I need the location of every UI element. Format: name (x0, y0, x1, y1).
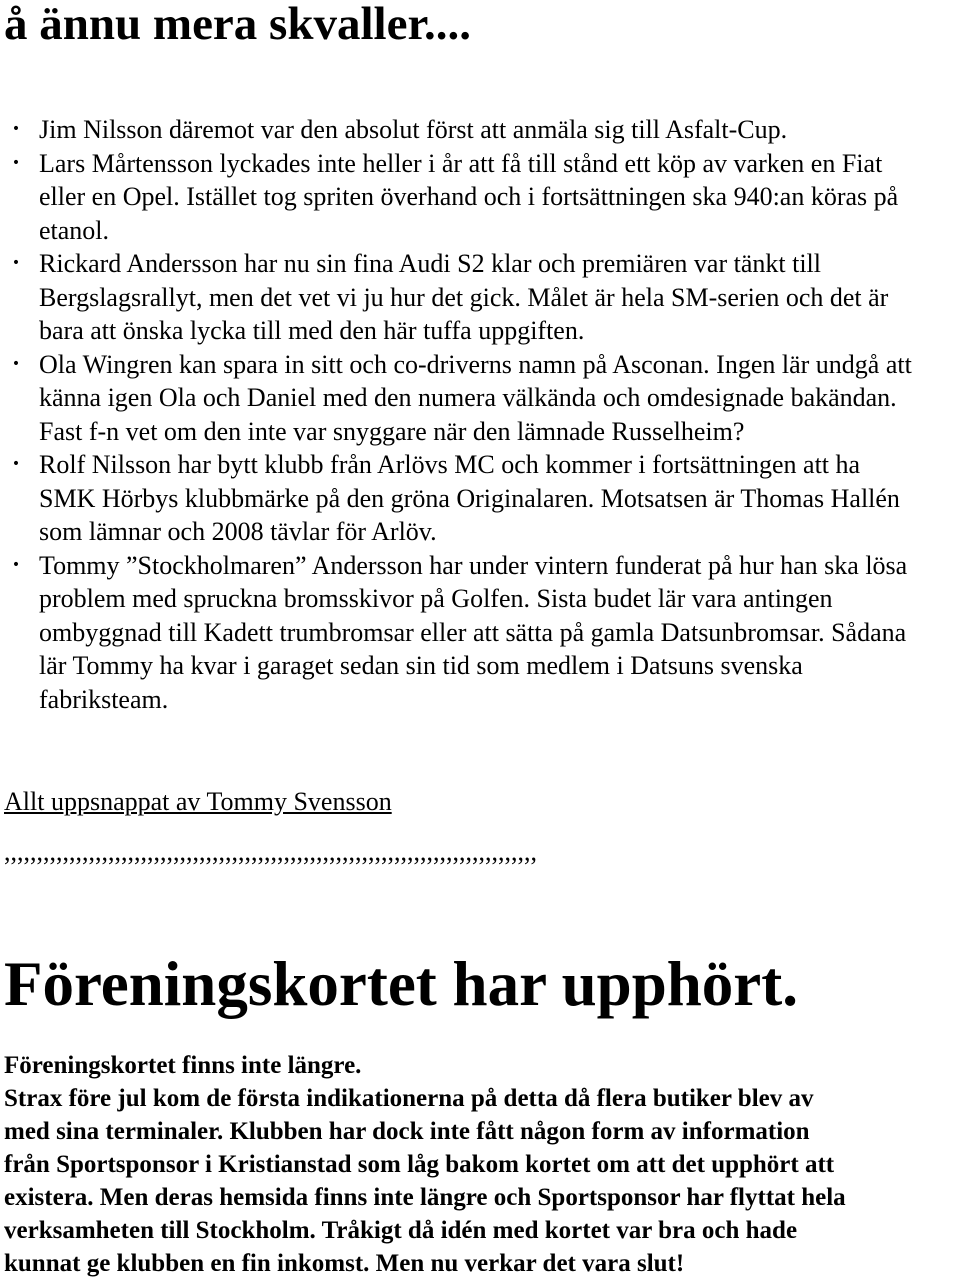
notice-line: Föreningskortet finns inte längre. (4, 1052, 362, 1079)
gossip-item-text: Lars Mårtensson lyckades inte heller i år att få till stånd ett köp av varken en Fiat eller en Opel. Istället tog spriten överhand och i fortsättningen ska 940:an köras på etanol. (39, 148, 899, 245)
bullet-icon: • (11, 154, 21, 171)
notice-heading: Föreningskortet har upphört. (4, 949, 798, 1019)
gossip-item-tommy-andersson (11, 549, 919, 717)
gossip-list (11, 113, 919, 716)
gossip-item-text: Jim Nilsson däremot var den absolut först att anmäla sig till Asfalt-Cup. (39, 115, 788, 144)
gossip-item-text: Rolf Nilsson har bytt klubb från Arlövs MC och kommer i fortsättningen att ha SMK Hörbys klubbmärke på den gröna Originalaren. Motsatsen är Thomas Hallén som lämnar och 2008 tävlar för Arlöv. (39, 450, 900, 546)
notice-line: existera. Men deras hemsida finns inte längre och Sportsponsor har flyttat hela (4, 1184, 846, 1211)
bullet-icon: • (11, 556, 21, 573)
gossip-item-ola-wingren (11, 348, 919, 449)
comma-separator: ,,,,,,,,,,,,,,,,,,,,,,,,,,,,,,,,,,,,,,,,,,,,,,,,,,,,,,,,,,,,,,,,,,,,,,,,,,,,,,,,,, (4, 837, 537, 866)
gossip-item-jim-nilsson (11, 113, 919, 147)
gossip-item-lars-martensson (11, 147, 919, 248)
gossip-item-text: Ola Wingren kan spara in sitt och co-driverns namn på Asconan. Ingen lär undgå att känna igen Ola och Daniel med den numera välkända och omdesignade bakändan. Fast f-n vet om den inte var snyggare när den lämnade Russelheim? (39, 349, 912, 446)
notice-line: med sina terminaler. Klubben har dock inte fått någon form av information (4, 1118, 810, 1145)
notice-line: verksamheten till Stockholm. Tråkigt då idén med kortet var bra och hade (4, 1217, 798, 1244)
gossip-item-text: Tommy ”Stockholmaren” Andersson har under vintern funderat på hur han ska lösa problem med spruckna bromsskivor på Golfen. Sista budet lär vara antingen ombyggnad till Kadett trumbromsar eller att sätta på gamla Datsunbromsar. Sådana lär Tommy ha kvar i garaget sedan sin tid som medlem i Datsuns svenska fabriksteam. (39, 550, 908, 714)
bullet-icon: • (11, 121, 21, 137)
author-credit: Allt uppsnappat av Tommy Svensson (4, 787, 392, 816)
gossip-item-rickard-andersson (11, 247, 919, 348)
gossip-item-rolf-nilsson (11, 448, 919, 549)
notice-line: Strax före jul kom de första indikationerna på detta då flera butiker blev av (4, 1085, 814, 1112)
notice-line: kunnat ge klubben en fin inkomst. Men nu verkar det vara slut! (4, 1250, 685, 1277)
notice-line: från Sportsponsor i Kristianstad som låg bakom kortet om att det upphört att (4, 1151, 835, 1178)
bullet-icon: • (11, 255, 21, 271)
gossip-item-text: Rickard Andersson har nu sin fina Audi S2 klar och premiären var tänkt till Bergslagsrallyt, men det vet vi ju hur det gick. Målet är hela SM-serien och det är bara att önska lycka till med den här tuffa uppgiften. (39, 249, 889, 345)
bullet-icon: • (11, 355, 21, 372)
bullet-icon: • (11, 456, 21, 472)
gossip-heading: å ännu mera skvaller.... (4, 0, 471, 50)
notice-body (4, 1049, 954, 1280)
